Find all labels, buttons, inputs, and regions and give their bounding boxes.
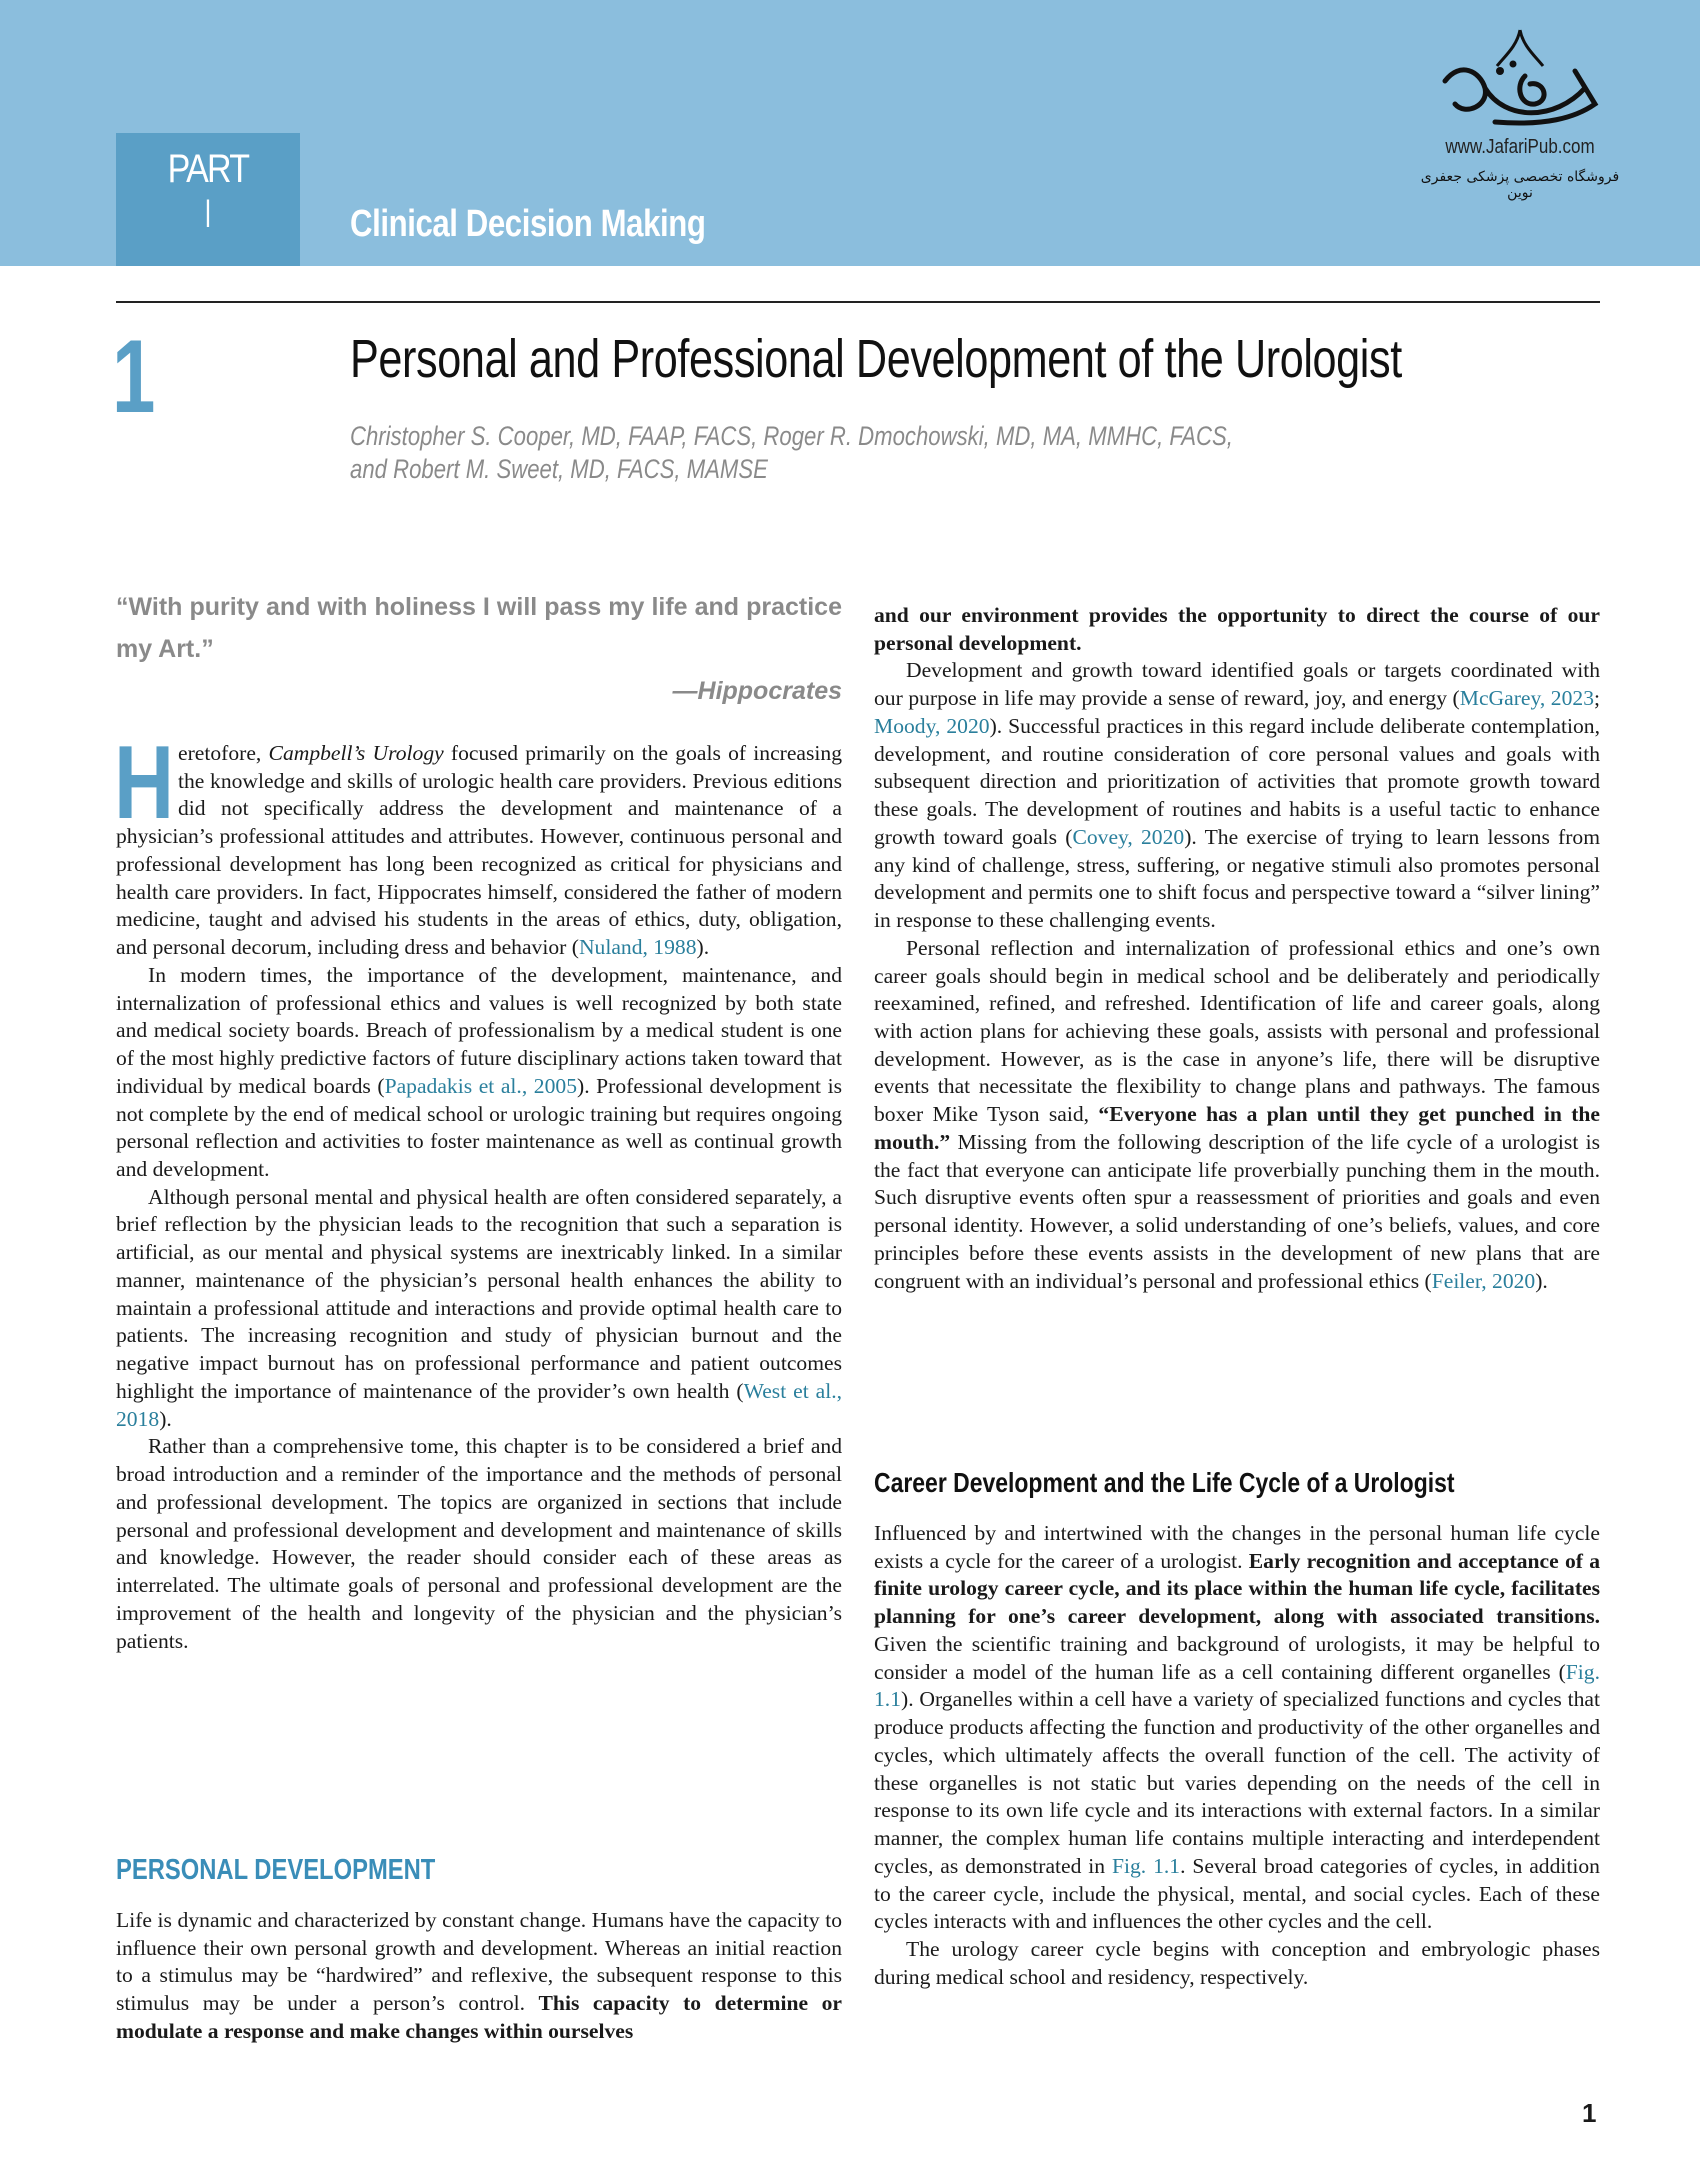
chapter-authors xyxy=(350,420,1233,486)
body-paragraph xyxy=(116,962,842,1184)
right-column-section xyxy=(874,1520,1600,1991)
text-run: In modern times, the importance of the development, maintenance, and internalization of professional ethics and values is well recognized by both state and medical society boards. Breach of professionalism by a medical student is one of the most highly predictive factors of future disciplinary actions taken toward that individual by medical boards ( xyxy=(116,962,842,1098)
text-run: Development and growth toward identified goals or targets coordinated with our purpose in life may provide a sense of reward, joy, and energy ( xyxy=(874,658,1600,711)
body-paragraph xyxy=(874,1520,1600,1936)
text-run: ). xyxy=(1535,1268,1548,1293)
epigraph xyxy=(116,586,842,712)
left-column-intro xyxy=(114,725,843,1655)
section-heading-career-development: Career Development and the Life Cycle of a Urologist xyxy=(874,1467,1455,1498)
text-run: ). xyxy=(159,1406,172,1431)
text-run: focused primarily on the goals of increasing the knowledge and skills of urologic health care providers. Previous editions did not specifically address the development and maintenance of a physician’s professional attitudes and attributes. However, continuous personal and professional development has long been recognized as critical for physicians and health care providers. In fact, Hippocrates himself, considered the father of modern medicine, taught and advised his students in the areas of ethics, duty, obligation, and personal decorum, including dress and behavior ( xyxy=(116,741,843,960)
right-column-top xyxy=(874,602,1600,1295)
epigraph-attribution: —Hippocrates xyxy=(672,677,842,705)
body-paragraph xyxy=(114,725,843,962)
chapter-title: Personal and Professional Development of the Urologist xyxy=(350,329,1402,389)
part-badge xyxy=(116,133,300,266)
body-paragraph xyxy=(116,1433,842,1655)
citation-link[interactable]: West et al., 2018 xyxy=(116,1378,842,1431)
body-paragraph xyxy=(874,1936,1600,1991)
chapter-number: 1 xyxy=(112,319,156,435)
page-number: 1 xyxy=(1582,2098,1597,2128)
text-run: This capacity to determine or modulate a response and make changes within ourselves xyxy=(116,1991,843,2043)
text-run: ). Professional development is not complete by the end of medical school or urologic training but requires ongoing personal reflection and activities to foster maintenance as well as continual growth and development. xyxy=(116,1073,843,1182)
body-paragraph xyxy=(874,935,1600,1296)
part-label: PART xyxy=(167,147,249,191)
citation-link[interactable]: Fig. 1.1 xyxy=(1112,1853,1181,1878)
body-paragraph xyxy=(874,657,1600,934)
text-run: Early recognition and acceptance of a finite urology career cycle, and its place within the human life cycle, facilitates planning for one’s career development, along with associated transitions. xyxy=(874,1548,1600,1629)
text-run: Rather than a comprehensive tome, this chapter is to be considered a brief and broad introduction and a reminder of the importance and the methods of personal and professional development. The topics are organized in sections that include personal and professional development and development and maintenance of skills and knowledge. However, the reader should consider each of these areas as interrelated. The ultimate goals of personal and professional development are the improvement of the health and longevity of the physician and the physician’s patients. xyxy=(116,1434,842,1653)
publisher-logo xyxy=(1420,26,1620,201)
logo-calligraphy-icon xyxy=(1425,26,1615,131)
text-run: Missing from the following description of the life cycle of a urologist is the fact that everyone can anticipate life proverbially punching them in the mouth. Such disruptive events often spur a reassessment of priorities and goals and even personal identity. However, a solid understanding of one’s beliefs, values, and core principles before these events assists in the development of new plans that are congruent with an individual’s personal and professional ethics ( xyxy=(874,1129,1600,1293)
body-paragraph xyxy=(116,1184,842,1434)
text-run: Life is dynamic and characterized by constant change. Humans have the capacity to influence their own personal growth and development. Whereas an initial reaction to a stimulus may be “hardwired” and reflexive, the subsequent response to this stimulus may be under a person’s control. xyxy=(116,1908,842,2016)
section-heading-personal-development: PERSONAL DEVELOPMENT xyxy=(116,1854,436,1886)
text-run: Although personal mental and physical health are often considered separately, a brief reflection by the physician leads to the recognition that such a separation is artificial, as our mental and physical systems are inextricably linked. In a similar manner, maintenance of the physician’s personal health enhances the ability to maintain a professional attitude and interactions and provide optimal health care to patients. The increasing recognition and study of physician burnout and the negative impact burnout has on professional performance and patient outcomes highlight the importance of maintenance of the provider’s own health ( xyxy=(116,1184,842,1403)
authors-line-2: and Robert M. Sweet, MD, FACS, MAMSE xyxy=(350,454,768,484)
text-run: ). xyxy=(696,935,710,960)
publisher-tagline: فروشگاه تخصصی پزشکی جعفری نوین xyxy=(1420,169,1620,201)
citation-link[interactable]: Covey, 2020 xyxy=(1072,824,1185,849)
text-run: The urology career cycle begins with conception and embryologic phases during medical school and residency, respectively. xyxy=(874,1937,1600,1989)
text-run: . Several broad categories of cycles, in addition to the career cycle, include the physical, mental, and social cycles. Each of these cycles interacts with and influences the other cycles and the cell. xyxy=(874,1853,1600,1934)
text-run: ). Successful practices in this regard include deliberate contemplation, development, and routine consideration of core personal values and goals with subsequent direction and prioritization of activities that promote growth toward these goals. The development of routines and habits is a useful tactic to enhance growth toward goals ( xyxy=(874,713,1600,849)
header-divider xyxy=(116,301,1600,303)
drop-cap: H xyxy=(114,725,175,841)
body-paragraph xyxy=(116,1907,842,2046)
text-run: and our environment provides the opportunity to direct the course of our personal development. xyxy=(874,603,1600,655)
text-run: Influenced by and intertwined with the changes in the personal human life cycle exists a cycle for the career of a urologist. xyxy=(874,1521,1600,1573)
authors-line-1: Christopher S. Cooper, MD, FAAP, FACS, Roger R. Dmochowski, MD, MA, MMHC, FACS, xyxy=(350,421,1233,451)
part-title: Clinical Decision Making xyxy=(350,203,706,245)
citation-link[interactable]: Feiler, 2020 xyxy=(1431,1268,1536,1293)
text-run: ; xyxy=(1594,686,1600,711)
text-run: eretofore, xyxy=(178,741,269,765)
part-number: I xyxy=(204,192,212,236)
citation-link[interactable]: Papadakis et al., 2005 xyxy=(384,1073,577,1098)
citation-link[interactable]: Moody, 2020 xyxy=(874,713,990,738)
publisher-url: www.JafariPub.com xyxy=(1445,136,1595,158)
text-run: “Everyone has a plan until they get punched in the mouth.” xyxy=(874,1102,1601,1154)
text-run: ). The exercise of trying to learn lessons from any kind of challenge, stress, suffering, or negative stimuli also promotes personal development and permits one to shift focus and perspective toward a “silver lining” in response to these challenging events. xyxy=(874,824,1601,933)
citation-link[interactable]: Fig. 1.1 xyxy=(874,1659,1600,1712)
left-column-section xyxy=(116,1907,842,2046)
body-paragraph xyxy=(874,602,1600,657)
text-run: Personal reflection and internalization of professional ethics and one’s own career goals should begin in medical school and be deliberately and periodically reexamined, refined, and refreshed. Identification of life and career goals, along with action plans for achieving these goals, assists with personal and professional development. However, as is the case in anyone’s life, there will be disruptive events that necessitate the flexibility to change plans and pathways. The famous boxer Mike Tyson said, xyxy=(874,935,1600,1127)
epigraph-text: “With purity and with holiness I will pass my life and practice my Art.” xyxy=(116,593,842,663)
citation-link[interactable]: Nuland, 1988 xyxy=(578,935,697,960)
text-run: ). Organelles within a cell have a variety of specialized functions and cycles that produce products affecting the function and productivity of the other organelles and cycles, which ultimately affects the overall function of the cell. The activity of these organelles is not static but varies depending on the needs of the cell in response to its own life cycle and its interactions with external factors. In a similar manner, the complex human life contains multiple interacting and interdependent cycles, as demonstrated in xyxy=(874,1687,1600,1878)
citation-link[interactable]: McGarey, 2023 xyxy=(1459,686,1594,711)
text-run: Campbell’s Urology xyxy=(268,741,444,765)
text-run: Given the scientific training and background of urologists, it may be helpful to consider a model of the human life as a cell containing different organelles ( xyxy=(874,1631,1600,1684)
